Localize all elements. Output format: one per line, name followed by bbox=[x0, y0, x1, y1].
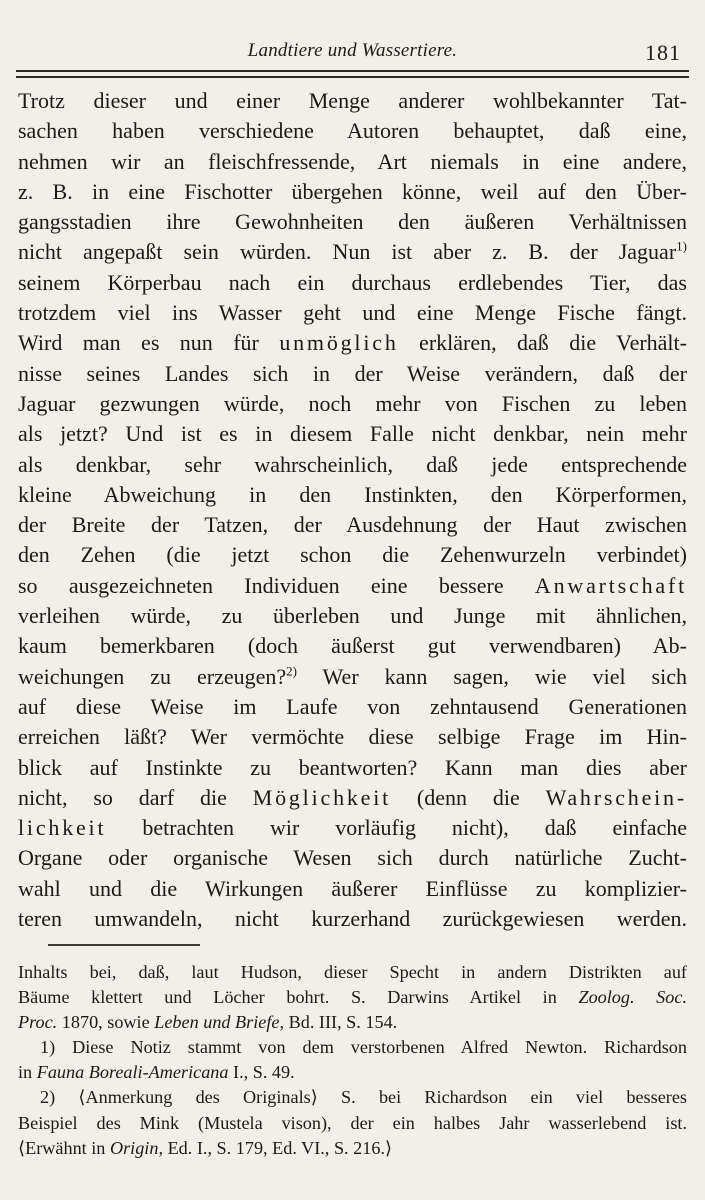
footnote-line: Inhalts bei, daß, laut Hudson, dieser Specht in andern Distrikten auf bbox=[18, 962, 687, 982]
footnote-line bbox=[18, 1136, 687, 1161]
text-line: kaum bemerkbaren (doch äußerst gut verwendbaren) Ab- bbox=[18, 633, 687, 659]
emphasized-word: Anwartschaft bbox=[534, 572, 687, 598]
text-segment: nicht, so darf die bbox=[18, 784, 253, 810]
italic-reference: Fauna Boreali-Americana bbox=[36, 1062, 229, 1083]
text-segment: so ausgezeichneten Individuen eine bessere bbox=[18, 572, 535, 598]
footnote-rule bbox=[48, 944, 200, 946]
text-line: als denkbar, sehr wahrscheinlich, daß jede entsprechende bbox=[18, 451, 687, 477]
text-line: wahl und die Wirkungen äußerer Einflüsse zu komplizier- bbox=[18, 875, 687, 901]
footnote-line: Beispiel des Mink (Mustela vison), der ein halbes Jahr wasserlebend ist. bbox=[18, 1112, 687, 1133]
text-segment: Wer kann sagen, wie viel sich bbox=[296, 663, 687, 689]
text-line: trotzdem viel ins Wasser geht und eine Menge Fische fängt. bbox=[18, 300, 687, 326]
italic-reference: Leben und Briefe, bbox=[154, 1012, 285, 1033]
text-line: den Zehen (die jetzt schon die Zehenwurzeln verbindet) bbox=[18, 542, 687, 568]
text-line: als jetzt? Und ist es in diesem Falle nicht denkbar, nein mehr bbox=[18, 421, 687, 447]
text-line: Trotz dieser und einer Menge anderer wohlbekannter Tat- bbox=[18, 88, 687, 113]
text-line: auf diese Weise im Laufe von zehntausend Generationen bbox=[18, 693, 687, 719]
text-segment: betrachten wir vorläufig nicht), daß einfache bbox=[106, 815, 687, 841]
text-segment: (denn die bbox=[391, 784, 546, 810]
text-segment: Wird man es nun für bbox=[18, 330, 280, 356]
running-header bbox=[16, 30, 689, 66]
text-line: kleine Abweichung in den Instinkten, den Körperformen, bbox=[18, 481, 687, 507]
text-segment: erklären, daß die Verhält- bbox=[398, 330, 687, 356]
text-line: der Breite der Tatzen, der Ausdehnung der Haut zwischen bbox=[18, 512, 687, 538]
header-rule bbox=[16, 76, 689, 78]
text-segment: in bbox=[18, 1062, 37, 1083]
text-line: z. B. in eine Fischotter übergehen könne, weil auf den Über- bbox=[18, 178, 687, 204]
text-segment: nicht angepaßt sein würden. Nun ist aber z. B. der Jaguar bbox=[18, 239, 677, 265]
text-line: blick auf Instinkte zu beantworten? Kann man dies aber bbox=[18, 754, 687, 780]
main-paragraph bbox=[18, 86, 687, 934]
text-line: nisse seines Landes sich in der Weise verändern, daß der bbox=[18, 360, 687, 386]
footnote-line bbox=[18, 985, 687, 1010]
text-line: teren umwandeln, nicht kurzerhand zurückgewiesen werden. bbox=[18, 906, 687, 932]
running-title: Landtiere und Wassertiere. bbox=[247, 40, 458, 61]
text-segment: 1870, sowie bbox=[57, 1012, 155, 1033]
text-line bbox=[18, 813, 687, 843]
text-segment: I., S. 49. bbox=[228, 1062, 295, 1083]
text-line: gangsstadien ihre Gewohnheiten den äußeren Verhältnissen bbox=[18, 209, 687, 235]
text-line bbox=[18, 571, 687, 601]
header-rule bbox=[16, 70, 689, 72]
text-line: sachen haben verschiedene Autoren behauptet, daß eine, bbox=[18, 118, 687, 144]
italic-reference: Zoolog. Soc. bbox=[578, 987, 687, 1008]
emphasized-word: Möglichkeit bbox=[252, 784, 392, 810]
text-line: Jaguar gezwungen würde, noch mehr von Fischen zu leben bbox=[18, 390, 687, 416]
footnote-line bbox=[18, 1060, 687, 1085]
text-line: seinem Körperbau nach ein durchaus erdlebendes Tier, das bbox=[18, 269, 687, 295]
footnote-marker-1: 1) bbox=[676, 239, 687, 255]
emphasized-word: Wahrschein- bbox=[545, 784, 687, 810]
text-line: erreichen läßt? Wer vermöchte diese selbige Frage im Hin- bbox=[18, 724, 687, 750]
text-line bbox=[18, 662, 687, 692]
text-segment: weichungen zu erzeugen? bbox=[18, 663, 287, 689]
emphasized-word: lichkeit bbox=[18, 815, 107, 841]
text-segment: Bäume klettert und Löcher bohrt. S. Darwins Artikel in bbox=[18, 987, 579, 1008]
text-line: Organe oder organische Wesen sich durch natürliche Zucht- bbox=[18, 845, 687, 871]
text-line bbox=[18, 328, 687, 358]
footnote-marker-2: 2) bbox=[286, 663, 297, 679]
text-line: verleihen würde, zu überleben und Junge mit ähnlichen, bbox=[18, 603, 687, 629]
text-segment: Bd. III, S. 154. bbox=[284, 1012, 398, 1033]
footnote-line bbox=[18, 1010, 687, 1035]
footnote-2: 2) ⟨Anmerkung des Originals⟩ S. bei Richardson ein viel besseres bbox=[40, 1087, 687, 1108]
footnote-1: 1) Diese Notiz stammt von dem verstorbenen Alfred Newton. Richardson bbox=[40, 1037, 687, 1058]
footnotes bbox=[18, 960, 687, 1161]
text-segment: ⟨Erwähnt in bbox=[18, 1137, 110, 1158]
page-number: 181 bbox=[645, 40, 681, 65]
text-line bbox=[18, 783, 687, 813]
text-line: nehmen wir an fleischfressende, Art niemals in eine andere, bbox=[18, 148, 687, 174]
italic-reference: Proc. bbox=[18, 1012, 58, 1033]
italic-reference: Origin, bbox=[109, 1137, 164, 1158]
text-segment: Ed. I., S. 179, Ed. VI., S. 216.⟩ bbox=[163, 1137, 393, 1158]
emphasized-word: unmöglich bbox=[279, 330, 399, 356]
text-line bbox=[18, 237, 687, 267]
